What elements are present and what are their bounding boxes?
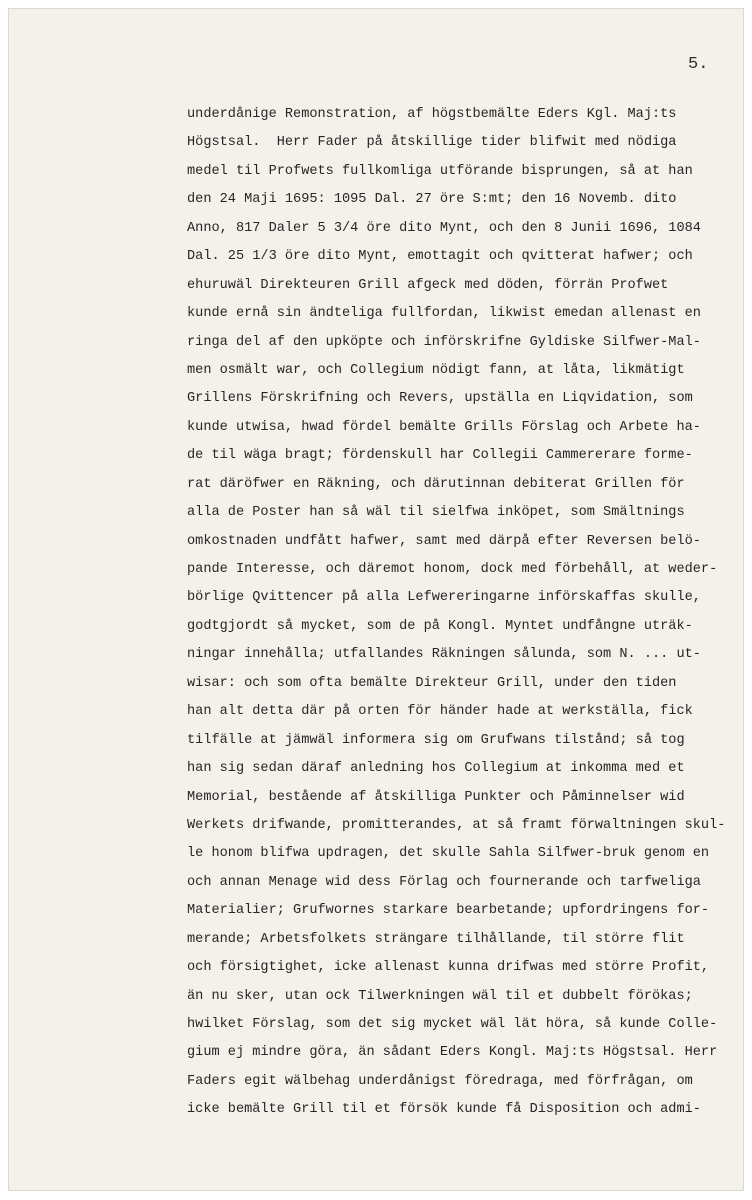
text-line: Memorial, bestående af åtskilliga Punkter och Påminnelser wid bbox=[187, 789, 685, 805]
text-line: kunde utwisa, hwad fördel bemälte Grills Förslag och Arbete ha- bbox=[187, 419, 701, 435]
text-line: ningar innehålla; utfallandes Räkningen sålunda, som N. ... ut- bbox=[187, 647, 701, 663]
text-line: ringa del af den upköpte och införskrifne Gyldiske Silfwer-Mal- bbox=[187, 334, 701, 350]
text-line: än nu sker, utan ock Tilwerkningen wäl til et dubbelt förökas; bbox=[187, 988, 693, 1004]
text-line: och försigtighet, icke allenast kunna drifwas med större Profit, bbox=[187, 960, 710, 976]
text-line: gium ej mindre göra, än sådant Eders Kongl. Maj:ts Högstsal. Herr bbox=[187, 1045, 718, 1061]
text-line: le honom blifwa updragen, det skulle Sahla Silfwer-bruk genom en bbox=[187, 846, 710, 862]
text-line: Högstsal. Herr Fader på åtskillige tider blifwit med nödiga bbox=[187, 135, 677, 151]
text-line: merande; Arbetsfolkets strängare tilhållande, til större flit bbox=[187, 931, 685, 947]
text-line: medel til Profwets fullkomliga utförande bisprungen, så at han bbox=[187, 163, 693, 179]
text-line: börlige Qvittencer på alla Lefwereringarne införskaffas skulle, bbox=[187, 590, 701, 606]
text-line: pande Interesse, och däremot honom, dock med förbehåll, at weder- bbox=[187, 562, 718, 577]
text-line: Materialier; Grufwornes starkare bearbetande; upfordringens for- bbox=[187, 903, 710, 919]
text-line: ehuruwäl Direkteuren Grill afgeck med döden, förrän Profwet bbox=[187, 277, 669, 293]
text-line: tilfälle at jämwäl informera sig om Grufwans tilstånd; så tog bbox=[187, 732, 685, 748]
text-line: men osmält war, och Collegium nödigt fann, at låta, likmätigt bbox=[187, 362, 685, 378]
text-line: han sig sedan däraf anledning hos Collegium at inkomma med et bbox=[187, 761, 685, 777]
text-line: underdånige Remonstration, af högstbemälte Eders Kgl. Maj:ts bbox=[187, 107, 677, 122]
page-number: 5. bbox=[688, 55, 709, 74]
text-line: rat däröfwer en Räkning, och därutinnan debiterat Grillen för bbox=[187, 476, 685, 492]
text-line: omkostnaden undfått hafwer, samt med därpå efter Reversen belö- bbox=[187, 533, 701, 549]
text-line: icke bemälte Grill til et försök kunde få Disposition och admi- bbox=[187, 1102, 701, 1118]
text-line: wisar: och som ofta bemälte Direkteur Grill, under den tiden bbox=[187, 675, 677, 691]
text-line: de til wäga bragt; fördenskull har Collegii Cammererare forme- bbox=[187, 448, 693, 464]
text-line: Werkets drifwande, promitterandes, at så framt förwaltningen skul- bbox=[187, 817, 726, 833]
text-line: och annan Menage wid dess Förlag och fournerande och tarfweliga bbox=[187, 874, 701, 890]
text-line: han alt detta där på orten för händer hade at werkställa, fick bbox=[187, 704, 693, 720]
text-line: Dal. 25 1/3 öre dito Mynt, emottagit och qvitterat hafwer; och bbox=[187, 249, 693, 265]
text-line: hwilket Förslag, som det sig mycket wäl lät höra, så kunde Colle- bbox=[187, 1017, 718, 1032]
text-line: Faders egit wälbehag underdånigst föredraga, med förfrågan, om bbox=[187, 1073, 693, 1089]
document-body bbox=[187, 101, 727, 1125]
text-line: Anno, 817 Daler 5 3/4 öre dito Mynt, och den 8 Junii 1696, 1084 bbox=[187, 220, 701, 236]
text-line: kunde ernå sin ändteliga fullfordan, likwist emedan allenast en bbox=[187, 306, 701, 322]
text-line: Grillens Förskrifning och Revers, upställa en Liqvidation, som bbox=[187, 391, 693, 407]
text-line: godtgjordt så mycket, som de på Kongl. Myntet undfångne uträk- bbox=[187, 618, 693, 634]
document-page bbox=[8, 8, 744, 1191]
text-line: den 24 Maji 1695: 1095 Dal. 27 öre S:mt; den 16 Novemb. dito bbox=[187, 192, 677, 208]
text-line: alla de Poster han så wäl til sielfwa inköpet, som Smältnings bbox=[187, 505, 685, 521]
